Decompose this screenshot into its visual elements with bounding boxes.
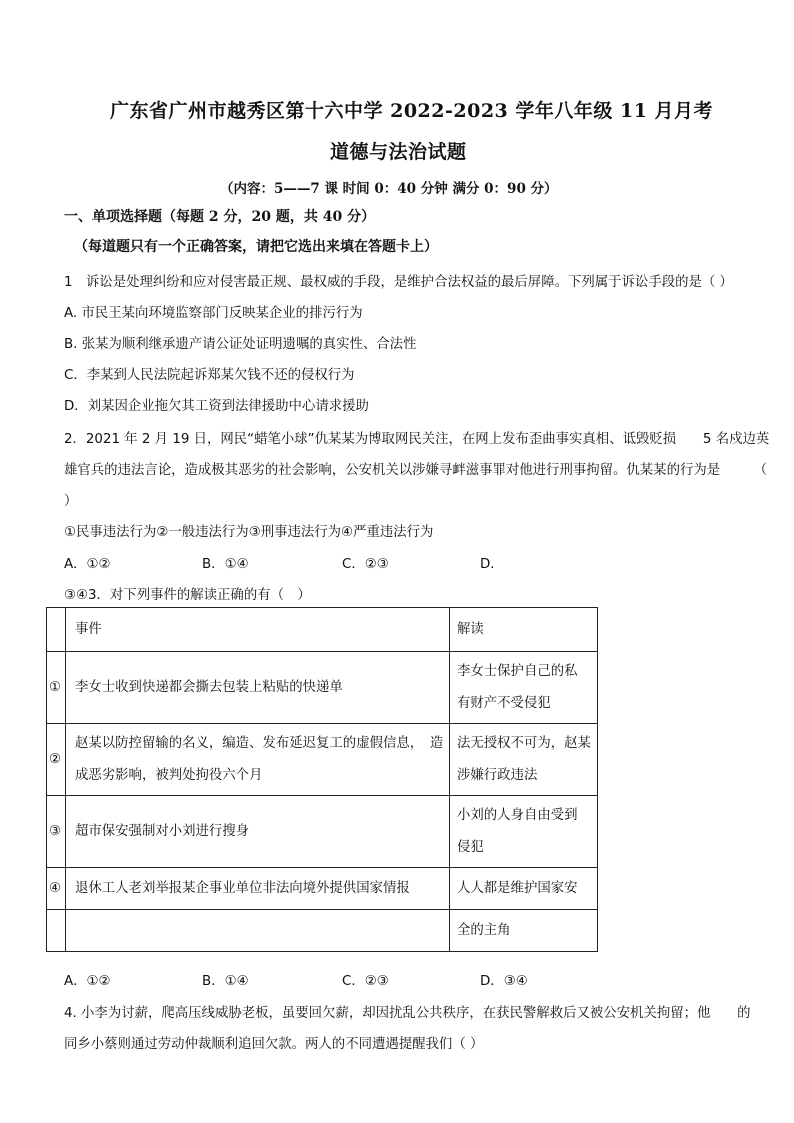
- exam-subject: 道德与法治试题: [330, 141, 467, 163]
- row-number: ①: [47, 652, 66, 724]
- row-number: ③: [47, 796, 66, 868]
- section-heading: 一、单项选择题（每题 2 分，20 题，共 40 分）: [64, 209, 376, 225]
- interp-line: 侵犯: [457, 839, 484, 855]
- row-number: ④: [47, 868, 66, 910]
- table-row: [47, 868, 598, 910]
- row-interp: [450, 724, 598, 796]
- row-interp: [450, 796, 598, 868]
- q2-option-c: C．②③: [342, 557, 389, 572]
- interp-line: 小刘的人身自由受到: [457, 807, 578, 823]
- q3-option-c: C．②③: [342, 974, 389, 989]
- interp-line: 李女士保护自己的私: [457, 663, 578, 679]
- exam-title: 广东省广州市越秀区第十六中学 2022-2023 学年八年级 11 月月考: [110, 100, 714, 122]
- q1-option-c: C．李某到人民法院起诉郑某欠钱不还的侵权行为: [64, 368, 355, 383]
- q2-stem-line3: ）: [64, 494, 78, 509]
- q1-option-d: D．刘某因企业拖欠其工资到法律援助中心请求援助: [64, 399, 369, 414]
- event-line: 成恶劣影响，被判处拘役六个月: [75, 767, 263, 783]
- interp-line: 法无授权不可为，赵某: [457, 735, 591, 751]
- q4-stem-line2: 同乡小蔡则通过劳动仲裁顺利追回欠款。两人的不同遭遇提醒我们（ ）: [64, 1037, 484, 1052]
- row-event: 超市保安强制对小刘进行搜身: [66, 796, 450, 868]
- table-row: [47, 724, 598, 796]
- row-interp: [450, 652, 598, 724]
- row-interp: 全的主角: [450, 910, 598, 952]
- q2-option-b: B．①④: [202, 557, 249, 572]
- table-cell: [47, 608, 66, 652]
- q3-option-d: D．③④: [480, 974, 528, 989]
- table-cell: [66, 910, 450, 952]
- q1-stem: 1 诉讼是处理纠纷和应对侵害最正规、最权威的手段，是维护合法权益的最后屏障。下列属于诉讼手段的是（ ）: [64, 275, 733, 290]
- q2-stem-line2: 雄官兵的违法言论，造成极其恶劣的社会影响，公安机关以涉嫌寻衅滋事罪对他进行刑事拘留。仇某某的行为是 （: [64, 463, 767, 478]
- row-event: 退休工人老刘举报某企事业单位非法向境外提供国家情报: [66, 868, 450, 910]
- row-number: ②: [47, 724, 66, 796]
- section-note: （每道题只有一个正确答案，请把它选出来填在答题卡上）: [74, 239, 438, 255]
- row-event: 李女士收到快递都会撕去包装上粘贴的快递单: [66, 652, 450, 724]
- interp-line: 涉嫌行政违法: [457, 767, 538, 783]
- q2-option-d: D．: [480, 557, 504, 572]
- q1-option-a: A. 市民王某向环境监察部门反映某企业的排污行为: [64, 306, 363, 321]
- event-line: 赵某以防控留输的名义，编造、发布延迟复工的虚假信息， 造: [75, 735, 444, 751]
- row-event: [66, 724, 450, 796]
- table-row: [47, 910, 598, 952]
- header-interp: 解读: [450, 608, 598, 652]
- q3-option-b: B．①④: [202, 974, 249, 989]
- q2-stem-line1: 2．2021 年 2 月 19 日，网民“蜡笔小球”仇某某为博取网民关注，在网上发布歪曲事实真相、诋毁贬损 5 名戍边英: [64, 432, 770, 447]
- exam-info: （内容：5——7 课 时间 0：40 分钟 满分 0：90 分）: [220, 181, 558, 197]
- q3-option-a: A．①②: [64, 974, 111, 989]
- table-header-row: [47, 608, 598, 652]
- table-row: [47, 652, 598, 724]
- q3-table: [46, 607, 598, 952]
- q1-option-b: B. 张某为顺利继承遗产请公证处证明遗嘱的真实性、合法性: [64, 337, 417, 352]
- q3-stem: ③④3．对下列事件的解读正确的有（ ）: [64, 588, 311, 603]
- table-cell: [47, 910, 66, 952]
- row-interp: 人人都是维护国家安: [450, 868, 598, 910]
- q4-stem-line1: 4. 小李为讨薪，爬高压线威胁老板，虽要回欠薪，却因扰乱公共秩序，在获民警解救后又被公安机关拘留；他 的: [64, 1006, 751, 1021]
- q2-option-a: A．①②: [64, 557, 111, 572]
- header-event: 事件: [66, 608, 450, 652]
- table-row: [47, 796, 598, 868]
- interp-line: 有财产不受侵犯: [457, 695, 551, 711]
- q2-items: ①民事违法行为②一般违法行为③刑事违法行为④严重违法行为: [64, 525, 434, 540]
